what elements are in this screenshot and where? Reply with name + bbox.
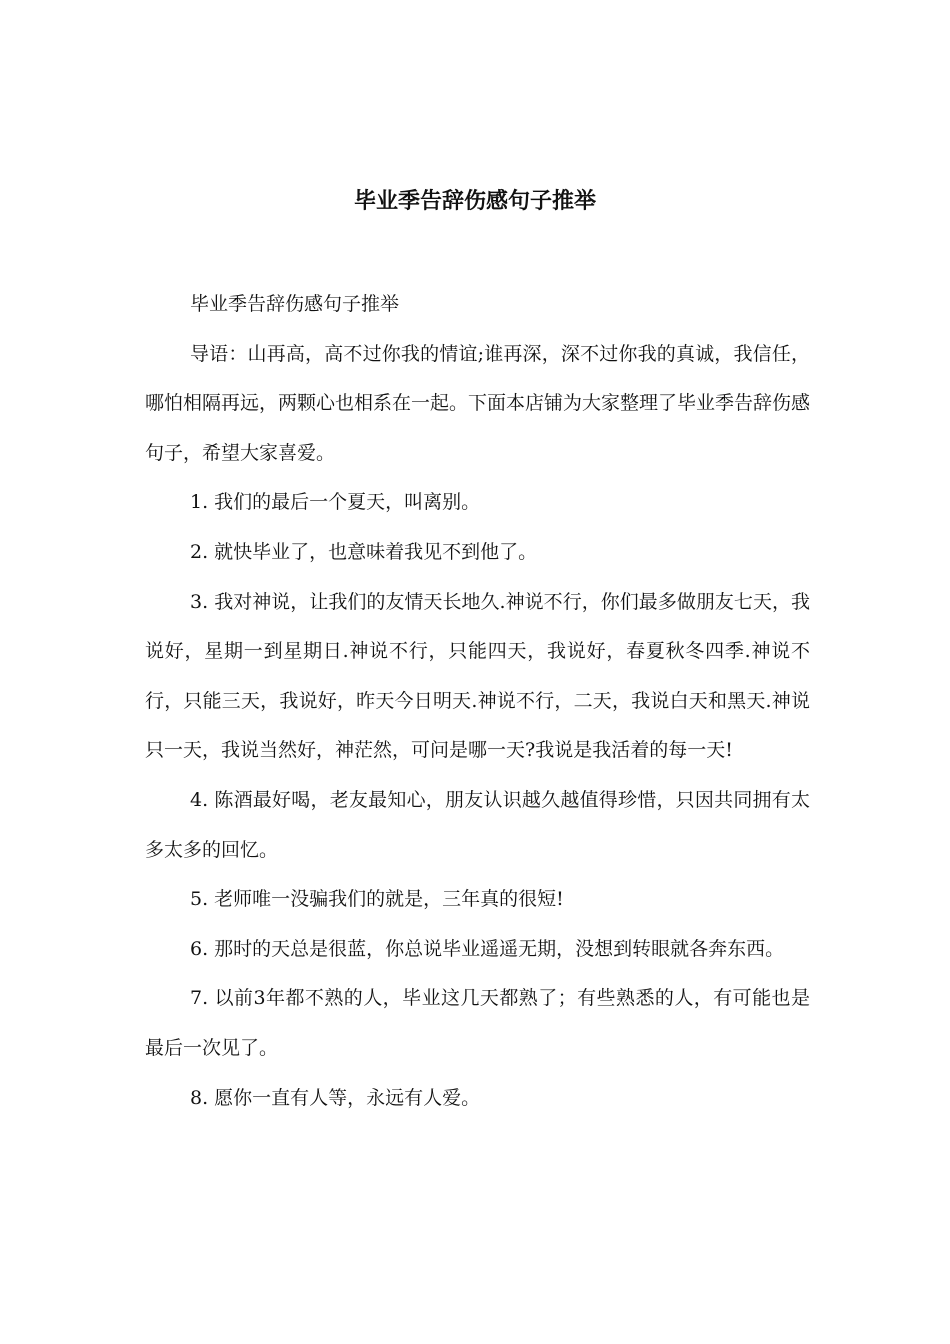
list-item: 4. 陈酒最好喝，老友最知心，朋友认识越久越值得珍惜，只因共同拥有太多太多的回忆。	[145, 788, 810, 861]
list-item: 2. 就快毕业了，也意味着我见不到他了。	[190, 540, 538, 563]
document-body	[145, 280, 810, 1123]
list-item: 8. 愿你一直有人等，永远有人爱。	[190, 1086, 481, 1109]
list-item: 5. 老师唯一没骗我们的就是，三年真的很短!	[190, 888, 564, 911]
list-item: 7. 以前3年都不熟的人，毕业这几天都熟了；有些熟悉的人，有可能也是最后一次见了。	[145, 987, 810, 1059]
paragraph-subtitle: 毕业季告辞伤感句子推举	[190, 293, 400, 315]
list-item: 3. 我对神说，让我们的友情天长地久.神说不行，你们最多做朋友七天，我说好，星期一到星期日.神说不行，只能四天，我说好，春夏秋冬四季.神说不行，只能三天，我说好，昨天今日明天.神说不行，二天，我说白天和黑天.神说只一天，我说当然好，神茫然，可问是哪一天?我说是我活着的每一天!	[145, 590, 810, 762]
document-title: 毕业季告辞伤感句子推举	[353, 188, 596, 214]
list-item: 1. 我们的最后一个夏天，叫离别。	[190, 491, 481, 514]
list-item: 6. 那时的天总是很蓝，你总说毕业遥遥无期，没想到转眼就各奔东西。	[190, 937, 785, 960]
paragraph-intro: 导语：山再高，高不过你我的情谊;谁再深，深不过你我的真诚，我信任，哪怕相隔再远，两颗心也相系在一起。下面本店铺为大家整理了毕业季告辞伤感句子，希望大家喜爱。	[145, 342, 811, 464]
